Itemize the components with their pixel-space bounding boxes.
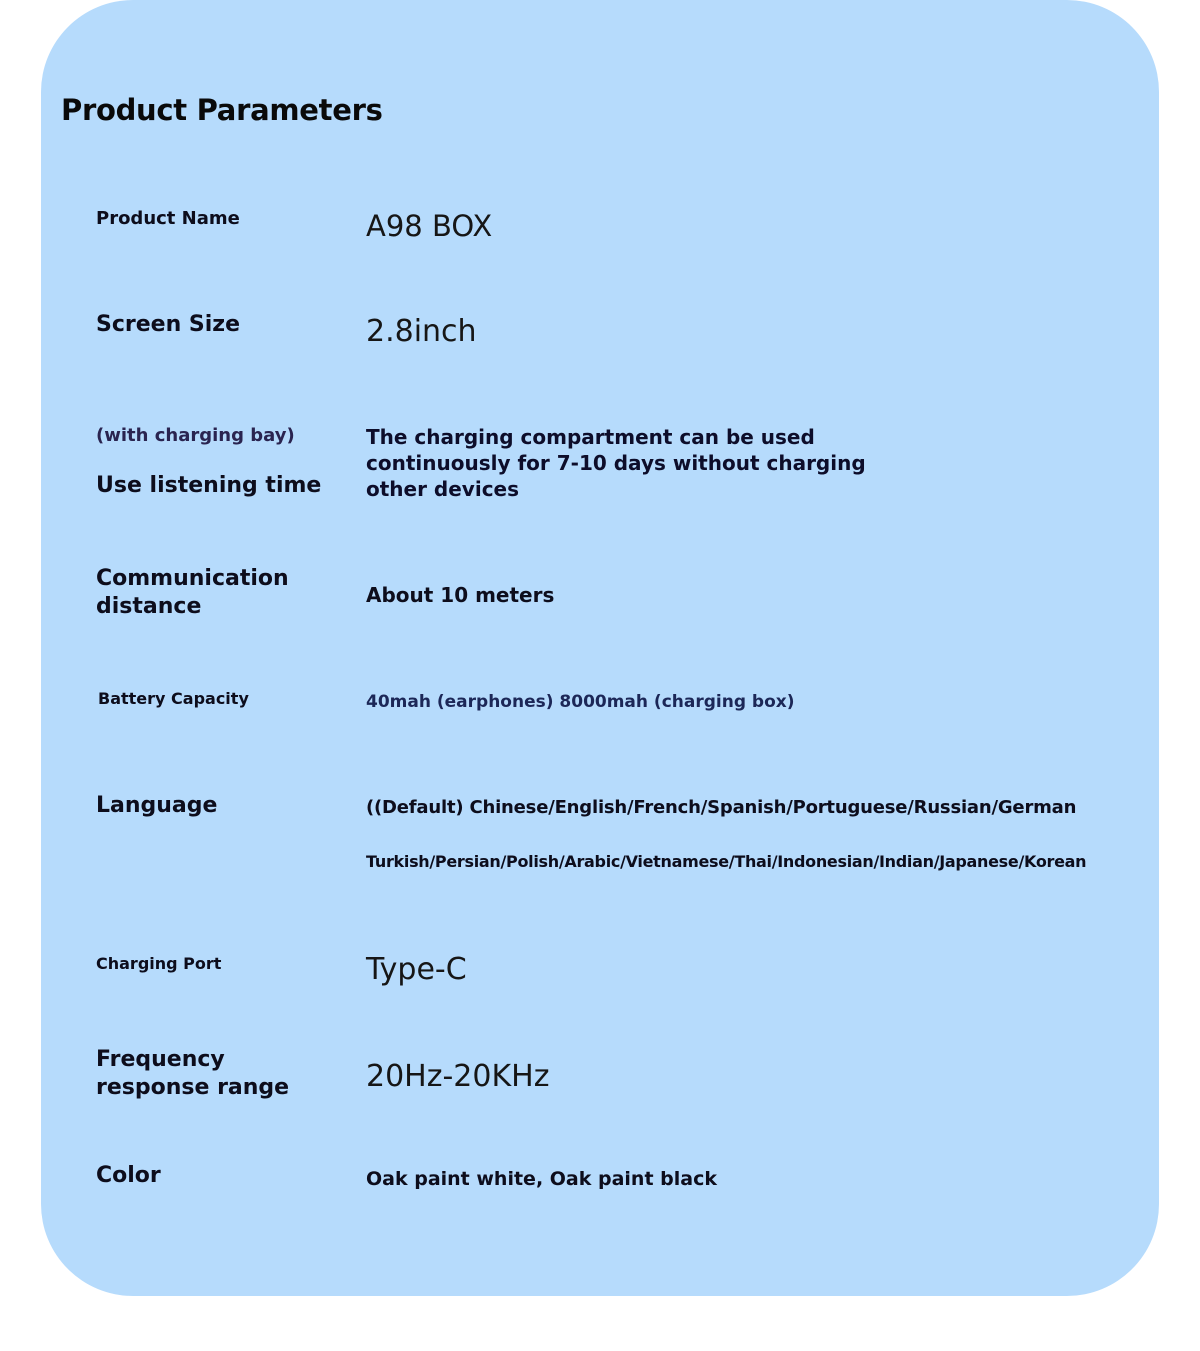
color-label: Color	[96, 1163, 161, 1188]
language-value-line-1: ((Default) Chinese/English/French/Spanish/Portuguese/Russian/German	[366, 797, 1077, 818]
communication-distance-label-line: Communication	[96, 566, 289, 591]
listening-time-value-line: continuously for 7-10 days without charging	[366, 451, 866, 475]
listening-time-value-line: other devices	[366, 477, 520, 501]
page-title: Product Parameters	[61, 93, 383, 127]
frequency-response-value: 20Hz-20KHz	[366, 1059, 550, 1094]
listening-time-value-line: The charging compartment can be used	[366, 425, 815, 449]
listening-time-value	[366, 424, 866, 502]
language-value-line-2: Turkish/Persian/Polish/Arabic/Vietnamese/Thai/Indonesian/Indian/Japanese/Korean	[366, 852, 1087, 871]
communication-distance-value: About 10 meters	[366, 583, 555, 607]
battery-capacity-label: Battery Capacity	[98, 689, 249, 708]
frequency-response-label-line: response range	[96, 1075, 290, 1100]
frequency-response-label-line: Frequency	[96, 1047, 225, 1072]
battery-capacity-value: 40mah (earphones) 8000mah (charging box)	[366, 692, 795, 712]
color-value: Oak paint white, Oak paint black	[366, 1168, 717, 1190]
communication-distance-label-line: distance	[96, 594, 202, 619]
product-name-value: A98 BOX	[366, 209, 493, 243]
product-name-label: Product Name	[96, 208, 240, 229]
screen-size-value: 2.8inch	[366, 314, 477, 349]
screen-size-label: Screen Size	[96, 312, 241, 337]
language-label: Language	[96, 793, 218, 818]
charging-port-label: Charging Port	[96, 954, 222, 973]
listening-time-label: Use listening time	[96, 473, 322, 498]
listening-time-sublabel: (with charging bay)	[96, 425, 295, 446]
frequency-response-label	[96, 1046, 289, 1102]
communication-distance-label	[96, 565, 289, 621]
charging-port-value: Type-C	[366, 952, 467, 987]
